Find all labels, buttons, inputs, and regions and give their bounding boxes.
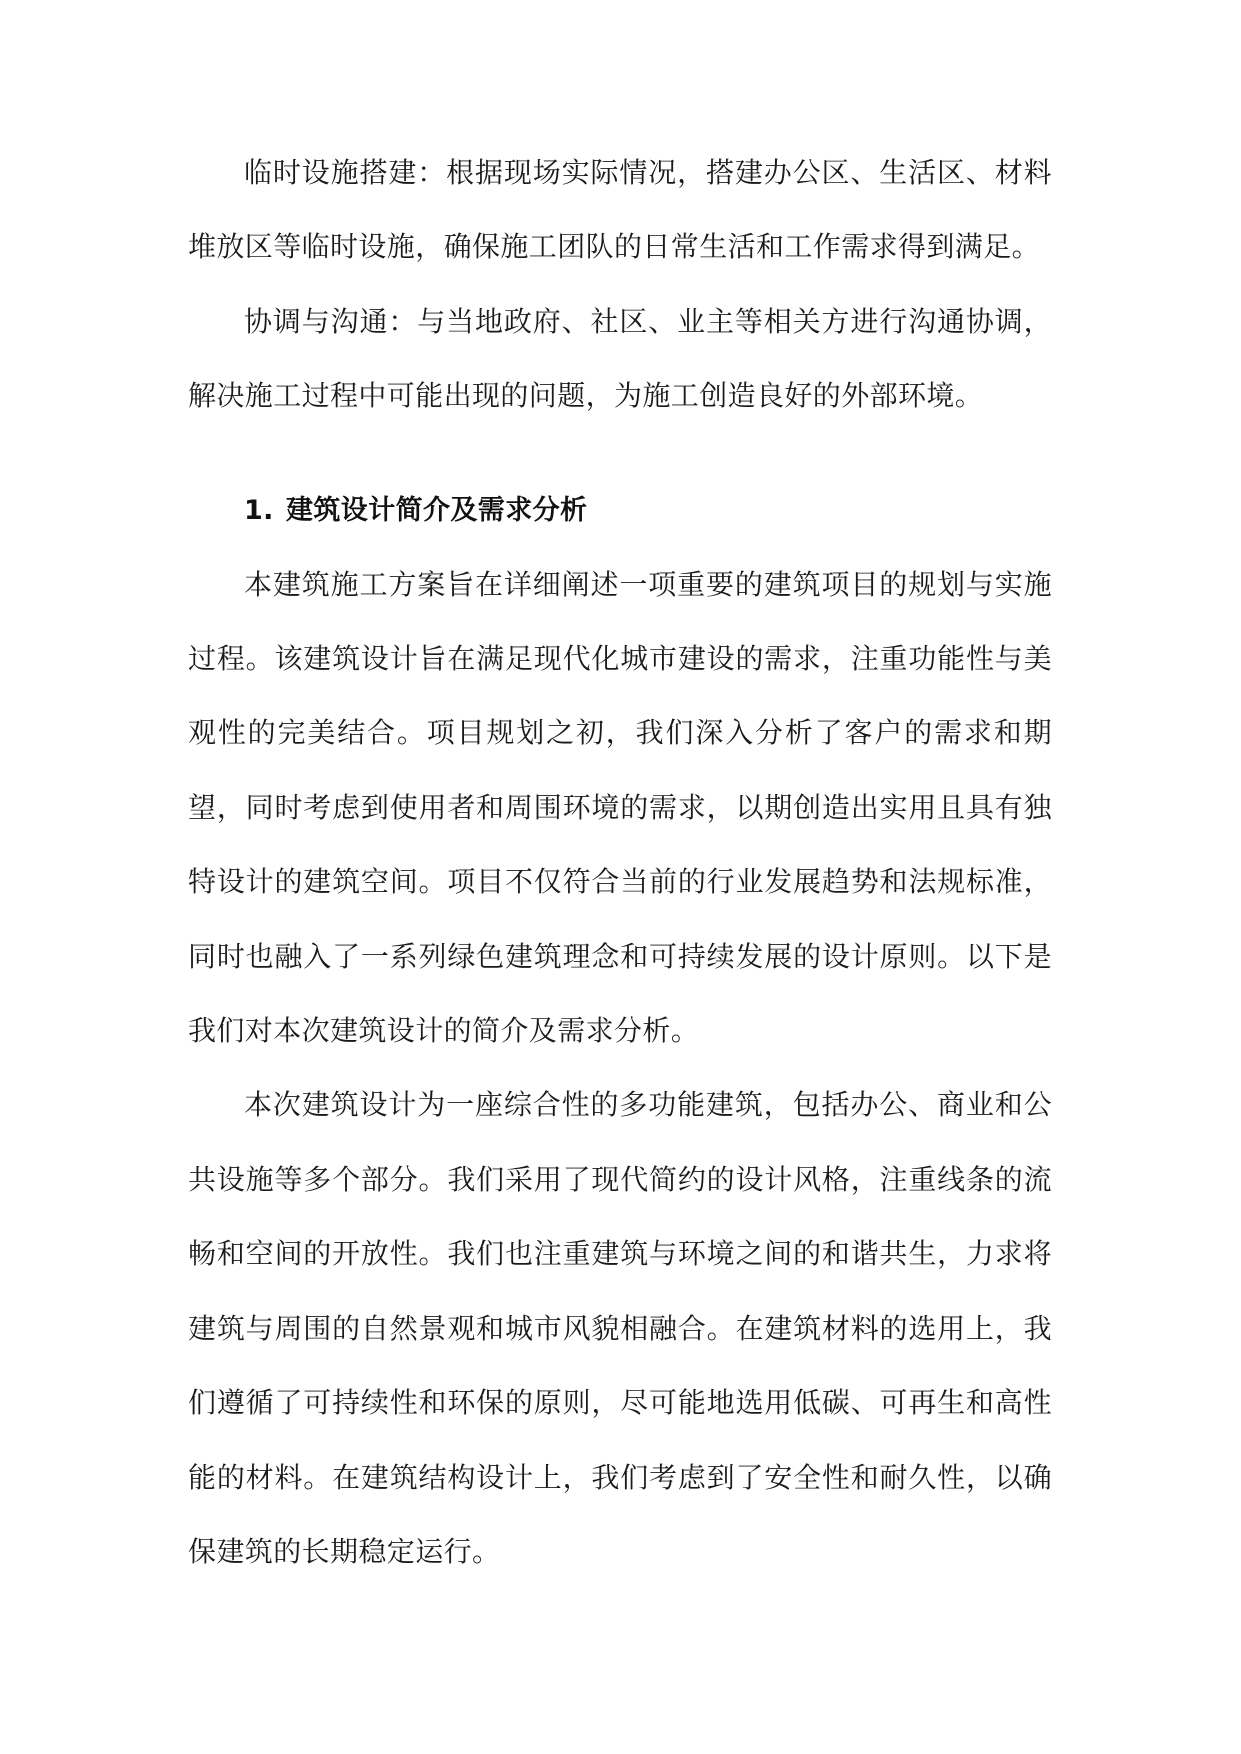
document-body: [188, 136, 1052, 1589]
section-heading: [188, 474, 1052, 548]
section-number: 1.: [244, 494, 274, 526]
section-title: 建筑设计简介及需求分析: [286, 494, 588, 526]
paragraph-design-details: 本次建筑设计为一座综合性的多功能建筑，包括办公、商业和公共设施等多个部分。我们采用了现代简约的设计风格，注重线条的流畅和空间的开放性。我们也注重建筑与环境之间的和谐共生，力求将建筑与周围的自然景观和城市风貌相融合。在建筑材料的选用上，我们遵循了可持续性和环保的原则，尽可能地选用低碳、可再生和高性能的材料。在建筑结构设计上，我们考虑到了安全性和耐久性，以确保建筑的长期稳定运行。: [188, 1088, 1052, 1568]
paragraph-temporary-facilities: 临时设施搭建：根据现场实际情况，搭建办公区、生活区、材料堆放区等临时设施，确保施工团队的日常生活和工作需求得到满足。: [188, 156, 1052, 264]
paragraph-design-overview: 本建筑施工方案旨在详细阐述一项重要的建筑项目的规划与实施过程。该建筑设计旨在满足现代化城市建设的需求，注重功能性与美观性的完美结合。项目规划之初，我们深入分析了客户的需求和期望，同时考虑到使用者和周围环境的需求，以期创造出实用且具有独特设计的建筑空间。项目不仅符合当前的行业发展趋势和法规标准，同时也融入了一系列绿色建筑理念和可持续发展的设计原则。以下是我们对本次建筑设计的简介及需求分析。: [188, 567, 1052, 1048]
paragraph-coordination: 协调与沟通：与当地政府、社区、业主等相关方进行沟通协调，解决施工过程中可能出现的问题，为施工创造良好的外部环境。: [188, 304, 1052, 413]
